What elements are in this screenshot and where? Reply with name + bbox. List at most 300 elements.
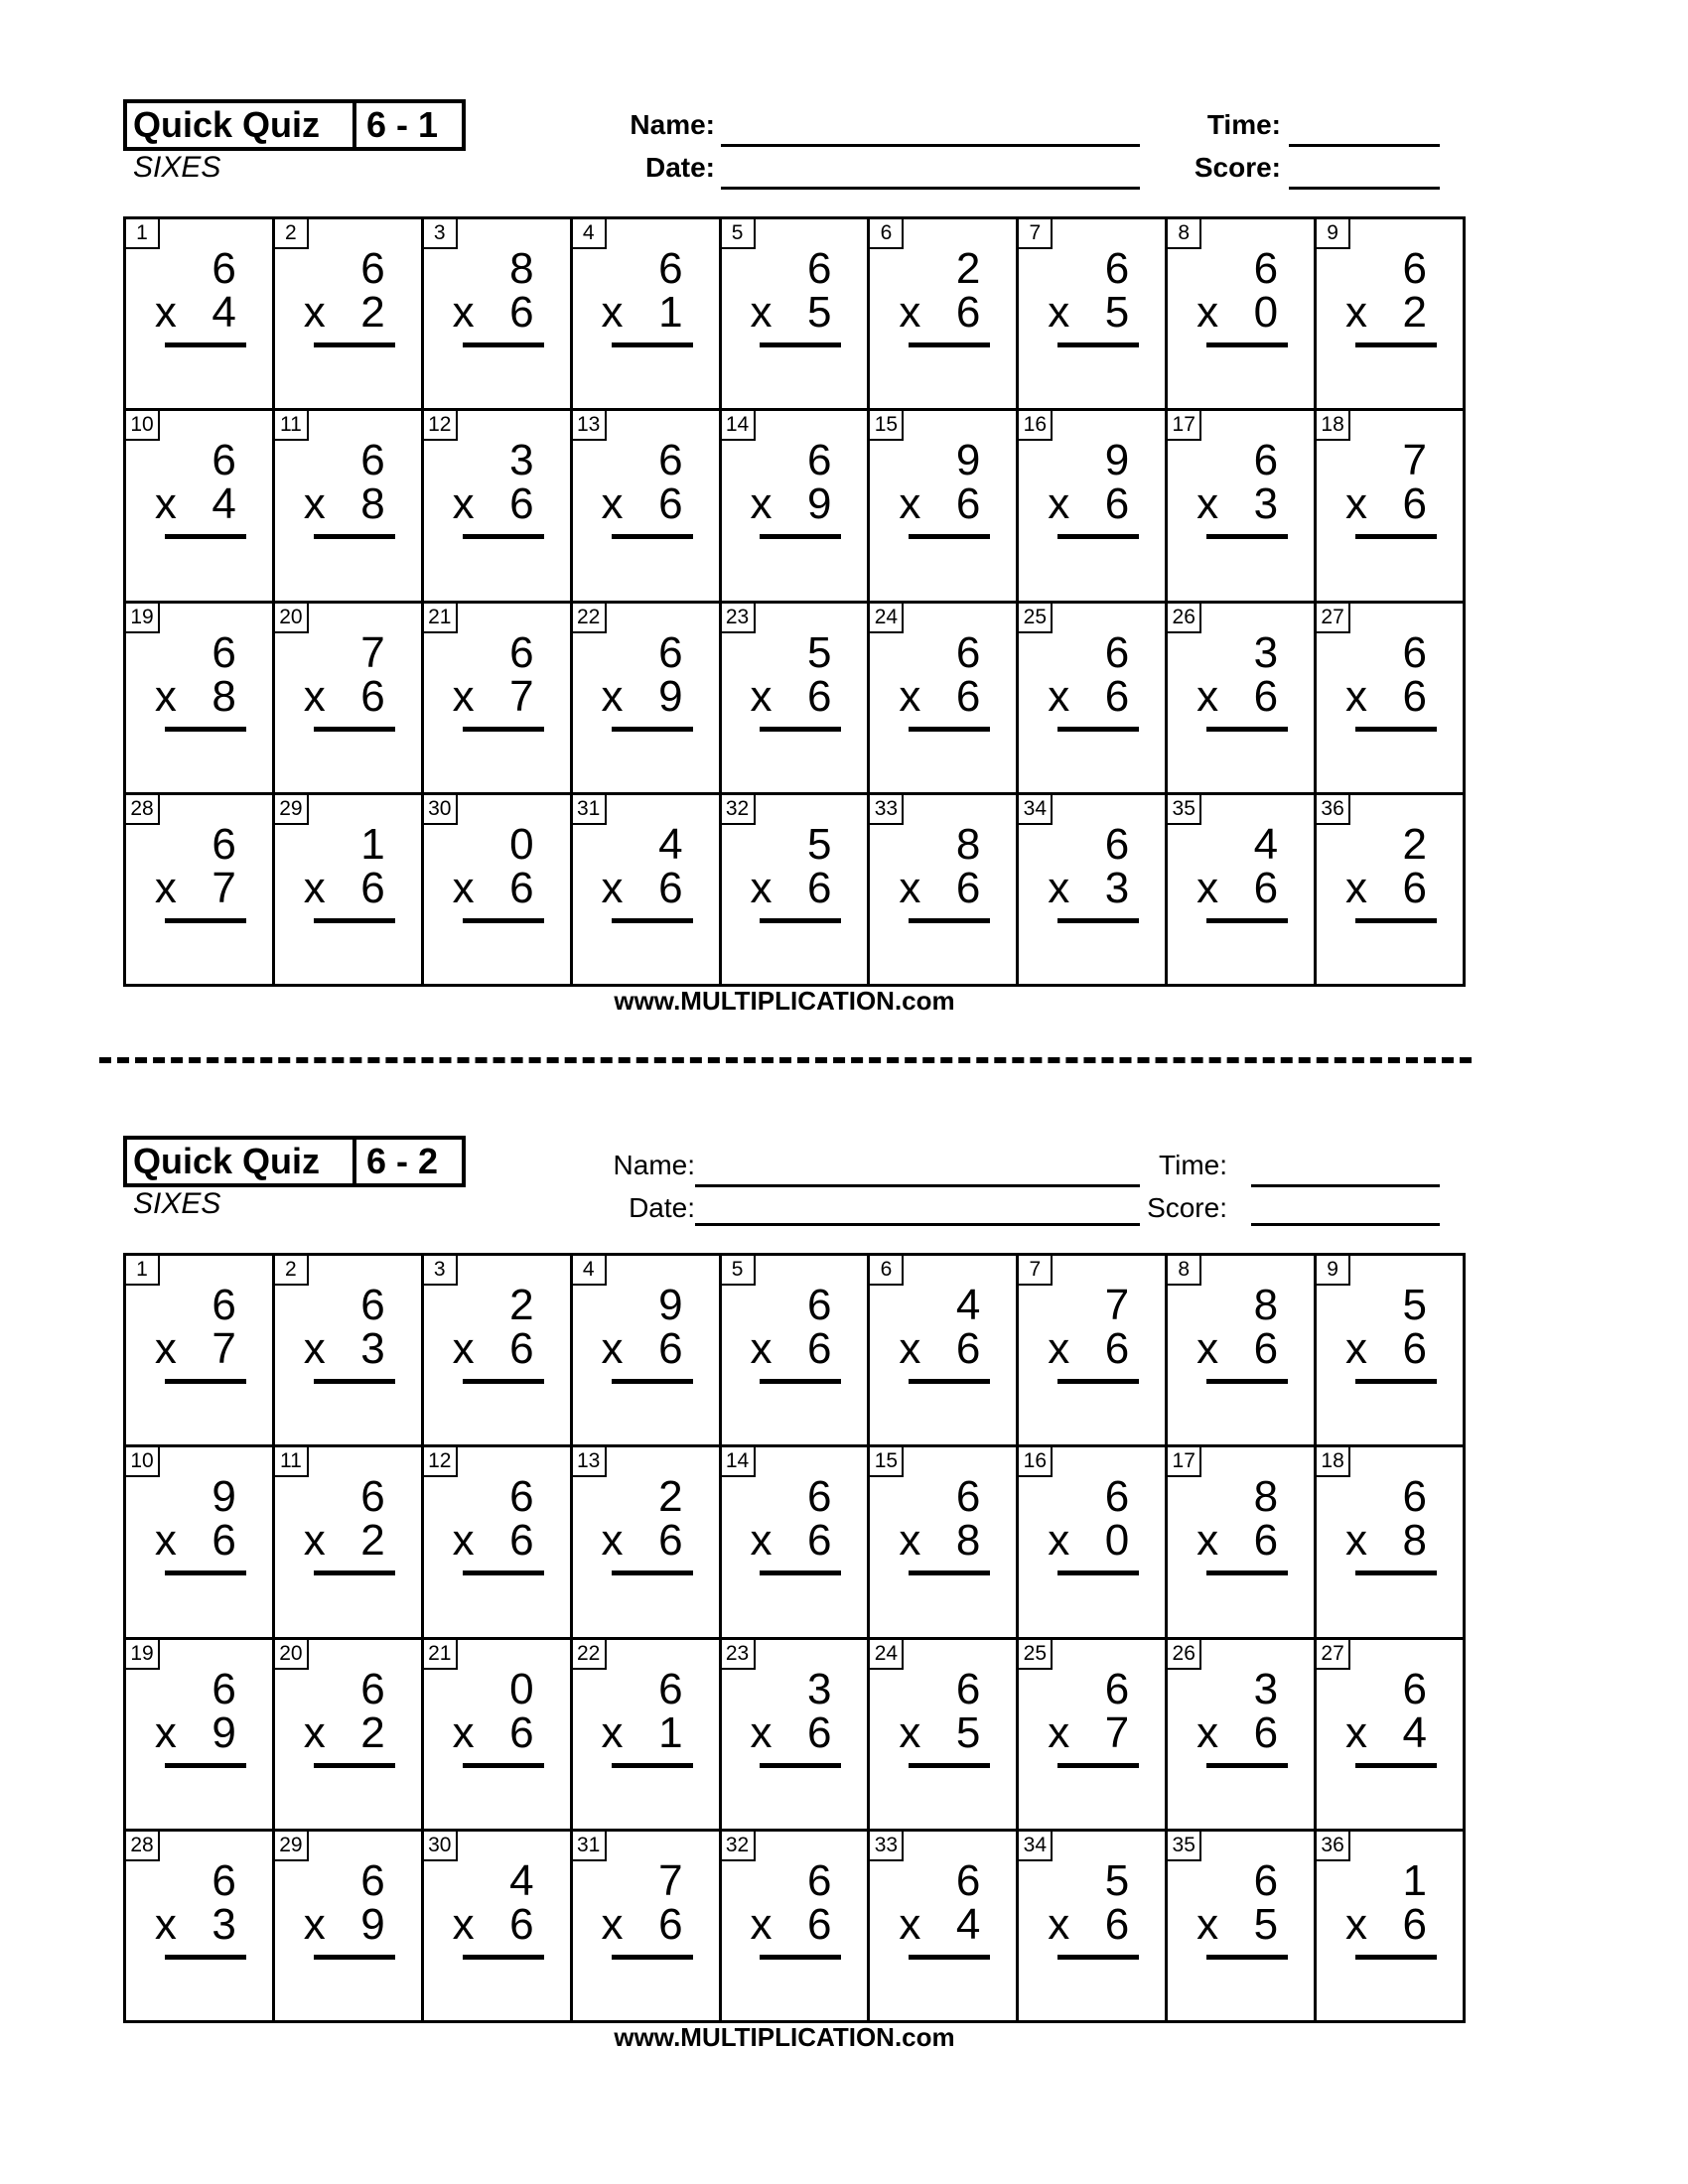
multiplier: 6 [1253,863,1279,912]
multiplicand: 6 [360,1855,385,1905]
problem-cell [275,411,424,603]
multiplier-row [750,1325,831,1373]
problem-number: 33 [870,1832,904,1861]
answer-line[interactable] [612,534,693,539]
problem-cell [870,411,1019,603]
multiplier: 6 [658,1516,683,1566]
answer-line[interactable] [1355,918,1437,923]
multiplicand: 6 [658,436,683,485]
problem-cell [1168,604,1317,795]
time-field[interactable] [1289,144,1440,147]
times-operator: x [1048,1324,1070,1373]
multiplier-row [899,1325,980,1373]
answer-line[interactable] [1206,534,1288,539]
times-operator: x [601,288,624,337]
multiplier: 7 [509,671,534,721]
multiplier: 6 [955,863,981,912]
problem-cell [870,1640,1019,1832]
multiplier: 2 [360,1516,385,1566]
problem-number: 25 [1019,1640,1053,1670]
times-operator: x [154,1899,177,1949]
times-operator: x [1344,863,1367,912]
answer-line[interactable] [1206,342,1288,347]
multiplier-row [304,673,385,721]
multiplier: 6 [806,863,832,912]
multiplier: 6 [509,479,534,529]
times-operator: x [1048,1899,1070,1949]
multiplier-row [453,1709,534,1757]
answer-line[interactable] [165,1763,246,1768]
answer-line[interactable] [612,342,693,347]
problem-cell [1019,219,1168,411]
multiplicand: 6 [360,244,385,293]
times-operator: x [750,671,773,721]
multiplier-row [899,1517,980,1565]
multiplier: 6 [1253,1516,1279,1566]
multiplicand: 8 [509,244,534,293]
multiplicand: 6 [1402,627,1427,677]
times-operator: x [601,479,624,529]
problem-number: 17 [1168,411,1201,441]
multiplicand: 6 [509,627,534,677]
answer-line[interactable] [463,1763,544,1768]
multiplier: 6 [1253,1707,1279,1757]
multiplicand: 6 [211,1664,236,1713]
date-field[interactable] [721,187,1140,190]
answer-line[interactable] [314,727,395,732]
multiplicand: 6 [211,436,236,485]
multiplier: 8 [955,1516,981,1566]
multiplicand: 6 [1104,244,1130,293]
name-label: Name: [613,1150,695,1180]
problem-cell [275,1256,424,1447]
multiplier-row [155,865,236,912]
multiplier-row [304,865,385,912]
problem-number: 4 [573,219,607,249]
multiplier: 6 [1104,1899,1130,1949]
problem-number: 31 [573,1832,607,1861]
times-operator: x [601,1899,624,1949]
answer-line[interactable] [1057,1379,1139,1384]
date-label: Date: [629,1192,695,1223]
multiplier-row [750,289,831,337]
times-operator: x [1048,1707,1070,1757]
answer-line[interactable] [612,1379,693,1384]
multiplier: 9 [211,1707,236,1757]
problem-number: 6 [870,1256,904,1286]
multiplicand: 6 [1253,1855,1279,1905]
times-operator: x [750,1707,773,1757]
multiplier-row [1196,1709,1278,1757]
times-operator: x [303,1707,326,1757]
answer-line[interactable] [165,1955,246,1960]
problem-number: 23 [722,604,756,633]
answer-line[interactable] [165,1570,246,1575]
problem-number: 15 [870,1447,904,1477]
score-field[interactable] [1289,187,1440,190]
problem-grid [123,1253,1466,2023]
problem-number: 27 [1317,1640,1350,1670]
times-operator: x [1344,671,1367,721]
answer-line[interactable] [760,534,841,539]
multiplicand: 2 [509,1281,534,1329]
times-operator: x [750,479,773,529]
problem-number: 35 [1168,795,1201,825]
problem-number: 8 [1168,1256,1201,1286]
multiplier: 6 [1402,479,1427,529]
times-operator: x [303,1324,326,1373]
problem-number: 36 [1317,1832,1350,1861]
answer-line[interactable] [1206,1379,1288,1384]
multiplier: 0 [1253,288,1279,337]
problem-cell [1019,1640,1168,1832]
multiplier: 8 [1402,1516,1427,1566]
times-operator: x [1196,671,1219,721]
answer-line[interactable] [165,727,246,732]
answer-line[interactable] [314,1379,395,1384]
multiplier: 3 [360,1324,385,1373]
answer-line[interactable] [1355,1379,1437,1384]
problem-number: 10 [126,1447,160,1477]
problem-cell [870,219,1019,411]
multiplier: 4 [211,288,236,337]
problem-number: 2 [275,1256,309,1286]
problem-number: 1 [126,219,160,249]
answer-line[interactable] [1057,918,1139,923]
answer-line[interactable] [463,1379,544,1384]
answer-line[interactable] [463,727,544,732]
multiplicand: 1 [360,819,385,869]
answer-line[interactable] [463,342,544,347]
multiplicand: 9 [211,1472,236,1522]
problem-cell [1317,411,1466,603]
multiplicand: 6 [360,436,385,485]
answer-line[interactable] [612,727,693,732]
times-operator: x [154,1516,177,1566]
problem-cell [722,411,871,603]
answer-line[interactable] [909,918,990,923]
multiplicand: 6 [1104,1664,1130,1713]
answer-line[interactable] [1206,1955,1288,1960]
times-operator: x [1048,1516,1070,1566]
problem-number: 19 [126,1640,160,1670]
answer-line[interactable] [165,918,246,923]
multiplier: 3 [1104,863,1130,912]
times-operator: x [601,1324,624,1373]
multiplier: 6 [1253,671,1279,721]
times-operator: x [601,1707,624,1757]
answer-line[interactable] [1057,1763,1139,1768]
quiz-id: 6 - 1 [366,104,439,145]
problem-cell [573,1832,722,2023]
answer-line[interactable] [463,918,544,923]
problem-number: 12 [424,1447,458,1477]
problem-number: 13 [573,1447,607,1477]
multiplicand: 6 [211,244,236,293]
answer-line[interactable] [760,1955,841,1960]
answer-line[interactable] [1057,342,1139,347]
multiplier-row [304,289,385,337]
problem-number: 26 [1168,1640,1201,1670]
problem-cell [1317,1832,1466,2023]
name-field[interactable] [695,1184,1140,1187]
problem-number: 24 [870,604,904,633]
problem-cell [870,1832,1019,2023]
multiplier-row [155,1325,236,1373]
problem-cell [126,1447,275,1639]
answer-line[interactable] [165,534,246,539]
multiplicand: 6 [658,244,683,293]
cut-line-divider [99,1057,1472,1063]
problem-number: 34 [1019,1832,1053,1861]
multiplier: 6 [509,288,534,337]
answer-line[interactable] [760,918,841,923]
date-field[interactable] [695,1223,1140,1226]
multiplier: 6 [509,1899,534,1949]
multiplier-row [1048,1901,1129,1949]
answer-line[interactable] [1355,1955,1437,1960]
times-operator: x [1344,1324,1367,1373]
problem-cell [424,1447,573,1639]
multiplicand: 6 [806,1281,832,1329]
problem-number: 16 [1019,1447,1053,1477]
times-operator: x [750,863,773,912]
times-operator: x [750,1516,773,1566]
problem-cell [870,795,1019,987]
times-operator: x [1048,863,1070,912]
multiplier-row [899,289,980,337]
multiplicand: 6 [1104,627,1130,677]
times-operator: x [601,863,624,912]
problem-number: 14 [722,1447,756,1477]
multiplicand: 6 [211,819,236,869]
answer-line[interactable] [1355,727,1437,732]
multiplier-row [1048,1325,1129,1373]
multiplier: 2 [360,1707,385,1757]
multiplier: 6 [211,1516,236,1566]
times-operator: x [899,1324,921,1373]
answer-line[interactable] [314,1763,395,1768]
answer-line[interactable] [909,1570,990,1575]
quiz-title-box [123,99,466,151]
answer-line[interactable] [1057,1955,1139,1960]
multiplier-row [1048,1709,1129,1757]
multiplier: 6 [509,1516,534,1566]
answer-line[interactable] [760,1570,841,1575]
answer-line[interactable] [612,1763,693,1768]
multiplier: 6 [658,479,683,529]
answer-line[interactable] [314,342,395,347]
multiplicand: 5 [1104,1855,1130,1905]
multiplier: 4 [1402,1707,1427,1757]
multiplicand: 6 [955,1855,981,1905]
multiplier-row [155,289,236,337]
answer-line[interactable] [314,534,395,539]
problem-number: 7 [1019,219,1053,249]
multiplier-row [1196,673,1278,721]
time-field[interactable] [1251,1184,1440,1187]
multiplicand: 4 [509,1855,534,1905]
problem-number: 36 [1317,795,1350,825]
multiplicand: 9 [1104,436,1130,485]
answer-line[interactable] [909,342,990,347]
answer-line[interactable] [909,727,990,732]
answer-line[interactable] [909,1379,990,1384]
multiplier-row [453,1325,534,1373]
answer-line[interactable] [760,342,841,347]
answer-line[interactable] [612,1570,693,1575]
multiplier-row [1048,289,1129,337]
problem-cell [1317,1447,1466,1639]
times-operator: x [303,1899,326,1949]
name-field[interactable] [721,144,1140,147]
problem-number: 4 [573,1256,607,1286]
multiplicand: 2 [1402,819,1427,869]
answer-line[interactable] [1057,534,1139,539]
multiplier: 6 [806,1899,832,1949]
multiplicand: 6 [806,1472,832,1522]
times-operator: x [1344,1516,1367,1566]
multiplier-row [1196,1325,1278,1373]
problem-cell [126,1640,275,1832]
multiplicand: 3 [1253,627,1279,677]
multiplier-row [1345,289,1427,337]
multiplier-row [1048,865,1129,912]
answer-line[interactable] [760,1379,841,1384]
multiplicand: 1 [1402,1855,1427,1905]
answer-line[interactable] [760,727,841,732]
problem-number: 2 [275,219,309,249]
times-operator: x [303,863,326,912]
multiplicand: 2 [955,244,981,293]
answer-line[interactable] [463,534,544,539]
multiplicand: 6 [211,1855,236,1905]
multiplier-row [155,1517,236,1565]
answer-line[interactable] [909,534,990,539]
multiplicand: 0 [509,1664,534,1713]
answer-line[interactable] [1355,342,1437,347]
answer-line[interactable] [165,342,246,347]
problem-cell [126,1832,275,2023]
problem-number: 3 [424,1256,458,1286]
times-operator: x [750,1899,773,1949]
answer-line[interactable] [1057,1570,1139,1575]
problem-number: 35 [1168,1832,1201,1861]
problem-number: 19 [126,604,160,633]
answer-line[interactable] [612,1955,693,1960]
multiplicand: 6 [806,244,832,293]
problem-number: 18 [1317,411,1350,441]
multiplier-row [304,1517,385,1565]
problem-number: 20 [275,1640,309,1670]
answer-line[interactable] [314,918,395,923]
multiplicand: 6 [658,627,683,677]
answer-line[interactable] [1206,1763,1288,1768]
multiplier-row [899,480,980,528]
times-operator: x [1196,1707,1219,1757]
multiplier: 9 [806,479,832,529]
problem-number: 20 [275,604,309,633]
problem-number: 18 [1317,1447,1350,1477]
multiplier-row [899,1901,980,1949]
multiplier: 6 [955,288,981,337]
multiplier: 6 [955,671,981,721]
multiplicand: 8 [1253,1472,1279,1522]
answer-line[interactable] [463,1570,544,1575]
answer-line[interactable] [165,1379,246,1384]
answer-line[interactable] [1355,534,1437,539]
answer-line[interactable] [314,1955,395,1960]
multiplicand: 7 [360,627,385,677]
times-operator: x [154,1324,177,1373]
problem-number: 25 [1019,604,1053,633]
answer-line[interactable] [1206,727,1288,732]
answer-line[interactable] [463,1955,544,1960]
footer-website: www.MULTIPLICATION.com [614,2022,955,2052]
name-label: Name: [630,109,715,140]
multiplier: 6 [658,1899,683,1949]
problem-cell [126,604,275,795]
multiplier: 3 [1253,479,1279,529]
multiplier: 3 [211,1899,236,1949]
times-operator: x [452,1516,475,1566]
answer-line[interactable] [1355,1763,1437,1768]
score-field[interactable] [1251,1223,1440,1226]
multiplier-row [1196,1901,1278,1949]
multiplier-row [602,1517,683,1565]
multiplier-row [602,1901,683,1949]
problem-cell [722,219,871,411]
multiplier: 6 [658,863,683,912]
multiplier: 6 [1402,1324,1427,1373]
quiz-id: 6 - 2 [366,1141,439,1181]
times-operator: x [303,288,326,337]
multiplier-row [1345,673,1427,721]
answer-line[interactable] [1206,1570,1288,1575]
answer-line[interactable] [909,1955,990,1960]
problem-number: 12 [424,411,458,441]
problem-number: 21 [424,604,458,633]
times-operator: x [899,288,921,337]
times-operator: x [1344,1899,1367,1949]
problem-number: 28 [126,1832,160,1861]
answer-line[interactable] [612,918,693,923]
multiplier-row [304,1901,385,1949]
problem-cell [870,604,1019,795]
multiplicand: 6 [211,627,236,677]
times-operator: x [1048,671,1070,721]
problem-cell [722,1256,871,1447]
problem-number: 9 [1317,1256,1350,1286]
answer-line[interactable] [1355,1570,1437,1575]
problem-cell [126,219,275,411]
answer-line[interactable] [1057,727,1139,732]
multiplicand: 3 [806,1664,832,1713]
times-operator: x [601,671,624,721]
multiplier-row [1345,1901,1427,1949]
multiplier-row [899,673,980,721]
multiplicand: 6 [1253,436,1279,485]
answer-line[interactable] [909,1763,990,1768]
multiplicand: 6 [806,436,832,485]
problem-cell [722,795,871,987]
answer-line[interactable] [760,1763,841,1768]
multiplier-row [1345,1325,1427,1373]
problem-cell [722,604,871,795]
answer-line[interactable] [1206,918,1288,923]
answer-line[interactable] [314,1570,395,1575]
times-operator: x [1344,479,1367,529]
